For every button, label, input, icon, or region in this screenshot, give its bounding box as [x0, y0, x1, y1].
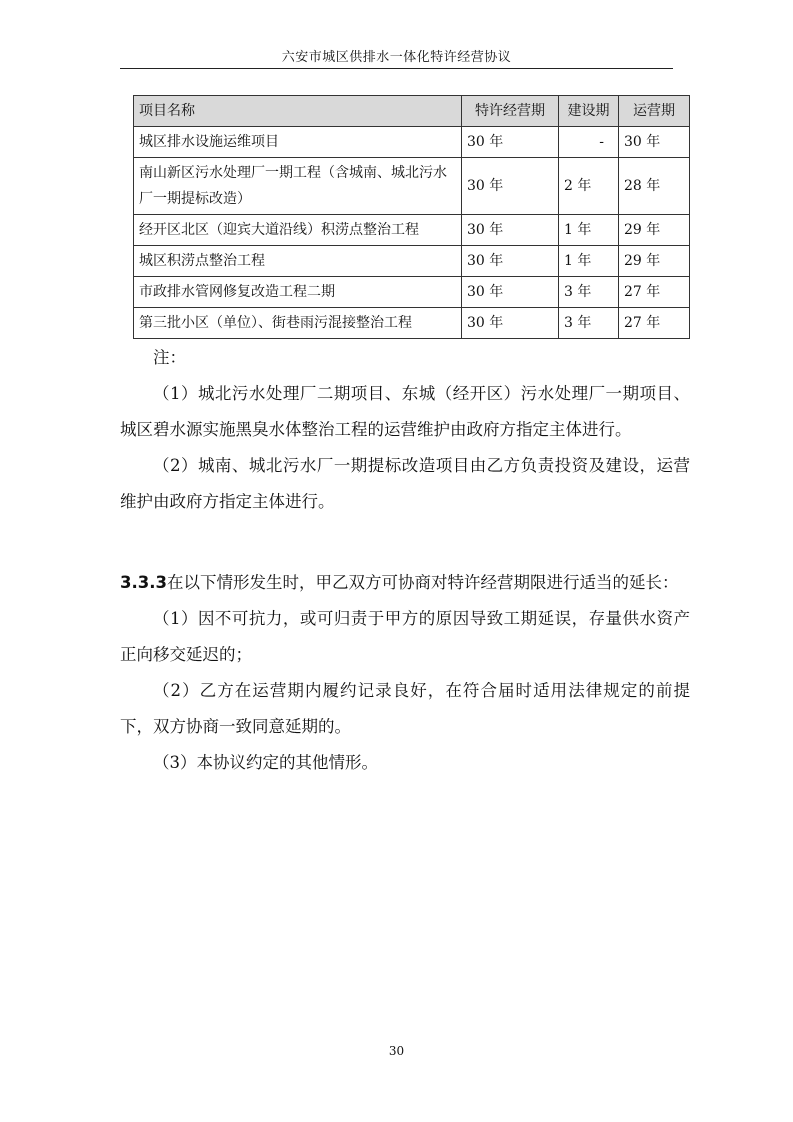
franchise-period-cell: 30 年: [462, 215, 559, 246]
build-period-cell: 3 年: [559, 308, 619, 339]
note-item-2: （2）城南、城北污水厂一期提标改造项目由乙方负责投资及建设，运营维护由政府方指定主体进行。: [120, 456, 690, 511]
clause-item-1: （1）因不可抗力，或可归责于甲方的原因导致工期延误，存量供水资产正向移交延迟的；: [120, 609, 690, 664]
build-period-cell: 2 年: [559, 158, 619, 215]
note-item-1: （1）城北污水处理厂二期项目、东城（经开区）污水处理厂一期项目、城区碧水源实施黑臭水体整治工程的运营维护由政府方指定主体进行。: [120, 384, 690, 439]
project-name-cell: 南山新区污水处理厂一期工程（含城南、城北污水厂一期提标改造）: [134, 158, 462, 215]
operate-period-cell: 27 年: [619, 308, 690, 339]
column-header-operate: 运营期: [619, 96, 690, 127]
clause-item-3: （3）本协议约定的其他情形。: [153, 753, 378, 772]
table-row: [134, 158, 690, 215]
project-period-table: [133, 95, 690, 339]
clause-number: 3.3.3: [120, 573, 167, 592]
clause-text: 在以下情形发生时，甲乙双方可协商对特许经营期限进行适当的延长：: [166, 573, 679, 592]
table-row: [134, 308, 690, 339]
table-row: [134, 215, 690, 246]
clause-section: [120, 565, 690, 781]
notes-section: [120, 340, 690, 520]
header-divider: [120, 68, 673, 69]
page-number: 30: [388, 1044, 405, 1058]
column-header-build: 建设期: [559, 96, 619, 127]
operate-period-cell: 27 年: [619, 277, 690, 308]
project-name-cell: 第三批小区（单位）、街巷雨污混接整治工程: [134, 308, 462, 339]
operate-period-cell: 30 年: [619, 127, 690, 158]
project-name-cell: 经开区北区（迎宾大道沿线）积涝点整治工程: [134, 215, 462, 246]
franchise-period-cell: 30 年: [462, 308, 559, 339]
franchise-period-cell: 30 年: [462, 158, 559, 215]
build-period-cell: 1 年: [559, 215, 619, 246]
table-header-row: [134, 96, 690, 127]
franchise-period-cell: 30 年: [462, 246, 559, 277]
build-period-cell: -: [559, 127, 619, 158]
page-header-title: 六安市城区供排水一体化特许经营协议: [281, 50, 512, 65]
project-name-cell: 城区排水设施运维项目: [134, 127, 462, 158]
table-row: [134, 246, 690, 277]
operate-period-cell: 29 年: [619, 215, 690, 246]
notes-label: 注：: [153, 348, 186, 367]
build-period-cell: 3 年: [559, 277, 619, 308]
clause-paragraph: [120, 565, 690, 601]
franchise-period-cell: 30 年: [462, 127, 559, 158]
project-name-cell: 城区积涝点整治工程: [134, 246, 462, 277]
project-name-cell: 市政排水管网修复改造工程二期: [134, 277, 462, 308]
table-row: [134, 277, 690, 308]
build-period-cell: 1 年: [559, 246, 619, 277]
table-row: [134, 127, 690, 158]
column-header-franchise: 特许经营期: [462, 96, 559, 127]
clause-item-2: （2）乙方在运营期内履约记录良好，在符合届时适用法律规定的前提下，双方协商一致同意延期的。: [120, 681, 690, 736]
column-header-name: 项目名称: [134, 96, 462, 127]
operate-period-cell: 29 年: [619, 246, 690, 277]
franchise-period-cell: 30 年: [462, 277, 559, 308]
operate-period-cell: 28 年: [619, 158, 690, 215]
